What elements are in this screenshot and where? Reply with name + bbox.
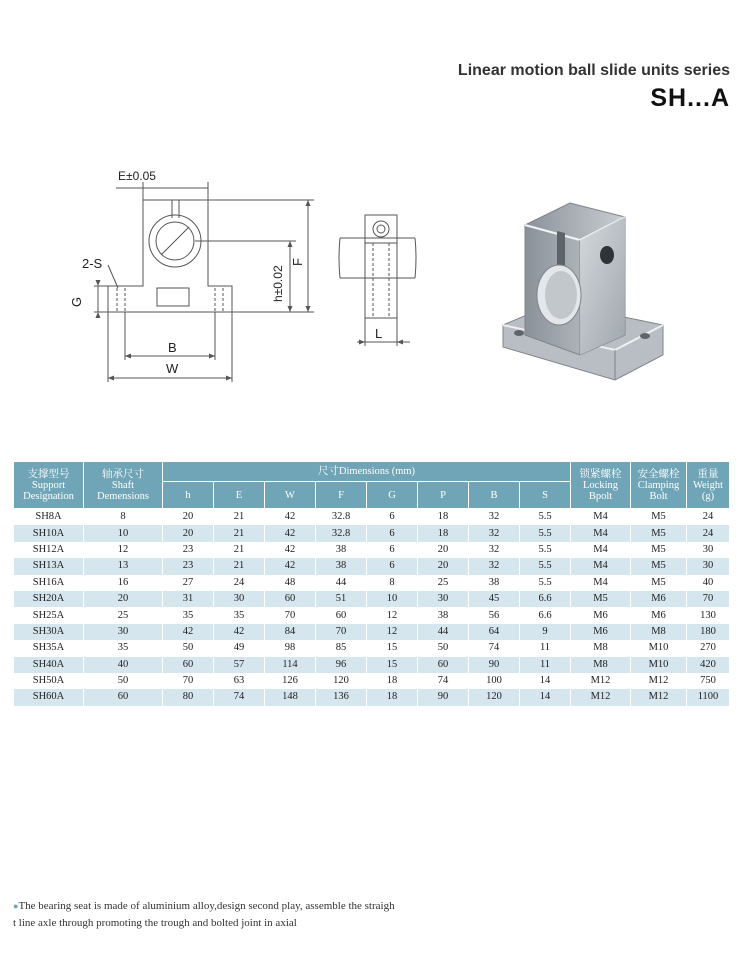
- table-cell: 50: [163, 640, 214, 656]
- table-cell: 5.5: [520, 558, 571, 574]
- table-cell: 30: [214, 591, 265, 607]
- table-cell: 12: [84, 542, 163, 558]
- table-cell: 50: [418, 640, 469, 656]
- col-header-w: W: [265, 482, 316, 509]
- table-cell: 6: [367, 525, 418, 541]
- table-cell: 114: [265, 657, 316, 673]
- table-cell: 13: [84, 558, 163, 574]
- table-cell: M12: [571, 689, 631, 705]
- table-cell: 18: [418, 525, 469, 541]
- front-view-drawing: [60, 160, 330, 390]
- table-cell: M5: [631, 542, 687, 558]
- table-cell: 32: [469, 525, 520, 541]
- table-row: [14, 657, 730, 673]
- table-cell: 48: [265, 575, 316, 591]
- table-row: [14, 624, 730, 640]
- table-cell: 25: [418, 575, 469, 591]
- table-cell: 98: [265, 640, 316, 656]
- table-cell: 35: [214, 607, 265, 623]
- model-title: SH...A: [650, 84, 730, 112]
- col-header-dimensions: 尺寸Dimensions (mm): [163, 462, 571, 482]
- table-cell: 750: [687, 673, 730, 689]
- table-cell: 21: [214, 558, 265, 574]
- table-cell: 25: [84, 607, 163, 623]
- table-cell: 44: [418, 624, 469, 640]
- table-cell: 44: [316, 575, 367, 591]
- table-cell: M12: [571, 673, 631, 689]
- table-cell: 32: [469, 542, 520, 558]
- table-cell: 96: [316, 657, 367, 673]
- table-cell: 12: [367, 624, 418, 640]
- col-header-locking-bolt: 锁紧螺栓 Locking Bpolt: [571, 462, 631, 509]
- table-cell: 60: [265, 591, 316, 607]
- label-2s: 2-S: [82, 256, 103, 271]
- col-header-weight: 重量 Weight (g): [687, 462, 730, 509]
- table-row: [14, 509, 730, 526]
- table-cell: 6: [367, 509, 418, 526]
- table-cell: 70: [687, 591, 730, 607]
- col-header-clamping-bolt: 安全螺栓 Clamping Bolt: [631, 462, 687, 509]
- col-header-p: P: [418, 482, 469, 509]
- table-cell: 32.8: [316, 525, 367, 541]
- table-cell: 51: [316, 591, 367, 607]
- col-header-f: F: [316, 482, 367, 509]
- col-header-b: B: [469, 482, 520, 509]
- label-b: B: [168, 340, 177, 355]
- table-cell: 38: [469, 575, 520, 591]
- table-cell: 6.6: [520, 591, 571, 607]
- table-cell: 126: [265, 673, 316, 689]
- table-cell: 63: [214, 673, 265, 689]
- table-cell: 74: [214, 689, 265, 705]
- table-cell: 40: [687, 575, 730, 591]
- table-cell: SH16A: [14, 575, 84, 591]
- table-cell: 42: [265, 558, 316, 574]
- product-3d-illustration: [495, 195, 675, 395]
- table-cell: 10: [84, 525, 163, 541]
- table-cell: 5.5: [520, 542, 571, 558]
- table-cell: 70: [316, 624, 367, 640]
- note-line-2: t line axle through promoting the trough and bolted joint in axial: [13, 917, 297, 929]
- table-cell: 180: [687, 624, 730, 640]
- table-cell: 35: [84, 640, 163, 656]
- table-cell: M4: [571, 542, 631, 558]
- table-cell: M5: [631, 575, 687, 591]
- table-cell: 70: [265, 607, 316, 623]
- table-cell: 60: [163, 657, 214, 673]
- label-w: W: [166, 361, 179, 376]
- table-cell: 49: [214, 640, 265, 656]
- side-view-drawing: [335, 210, 435, 350]
- table-cell: 5.5: [520, 509, 571, 526]
- table-cell: 90: [418, 689, 469, 705]
- table-cell: M5: [571, 591, 631, 607]
- table-cell: M12: [631, 673, 687, 689]
- table-cell: 60: [316, 607, 367, 623]
- table-cell: 85: [316, 640, 367, 656]
- table-cell: 74: [469, 640, 520, 656]
- table-cell: 270: [687, 640, 730, 656]
- table-cell: SH35A: [14, 640, 84, 656]
- table-cell: 20: [418, 558, 469, 574]
- table-cell: 64: [469, 624, 520, 640]
- table-cell: 8: [367, 575, 418, 591]
- table-cell: 20: [84, 591, 163, 607]
- table-cell: 8: [84, 509, 163, 526]
- table-cell: 42: [265, 525, 316, 541]
- table-cell: 100: [469, 673, 520, 689]
- table-cell: M8: [631, 624, 687, 640]
- table-cell: 32: [469, 558, 520, 574]
- table-cell: 40: [84, 657, 163, 673]
- table-cell: M4: [571, 525, 631, 541]
- table-cell: 6: [367, 558, 418, 574]
- table-cell: 38: [316, 558, 367, 574]
- table-cell: 32.8: [316, 509, 367, 526]
- table-cell: 84: [265, 624, 316, 640]
- col-header-e: E: [214, 482, 265, 509]
- table-cell: M4: [571, 558, 631, 574]
- table-cell: 18: [367, 673, 418, 689]
- table-cell: 20: [418, 542, 469, 558]
- table-cell: 16: [84, 575, 163, 591]
- table-cell: M6: [571, 624, 631, 640]
- table-cell: 21: [214, 525, 265, 541]
- table-cell: 18: [418, 509, 469, 526]
- table-row: [14, 607, 730, 623]
- table-cell: 24: [214, 575, 265, 591]
- table-cell: 80: [163, 689, 214, 705]
- table-cell: 5.5: [520, 575, 571, 591]
- table-cell: 15: [367, 657, 418, 673]
- table-cell: M6: [631, 591, 687, 607]
- table-cell: 30: [84, 624, 163, 640]
- table-row: [14, 673, 730, 689]
- table-cell: 14: [520, 673, 571, 689]
- label-f: F: [290, 258, 305, 266]
- table-cell: 60: [418, 657, 469, 673]
- label-g: G: [69, 296, 84, 307]
- table-cell: SH20A: [14, 591, 84, 607]
- col-header-designation: 支撑型号 Support Designation: [14, 462, 84, 509]
- table-cell: 31: [163, 591, 214, 607]
- table-cell: M10: [631, 640, 687, 656]
- table-cell: M6: [631, 607, 687, 623]
- table-cell: 1100: [687, 689, 730, 705]
- table-cell: 11: [520, 657, 571, 673]
- table-cell: 23: [163, 558, 214, 574]
- table-row: [14, 689, 730, 705]
- table-cell: 6: [367, 542, 418, 558]
- table-cell: 6.6: [520, 607, 571, 623]
- table-cell: 21: [214, 542, 265, 558]
- table-cell: 120: [469, 689, 520, 705]
- table-cell: 35: [163, 607, 214, 623]
- table-cell: 30: [687, 558, 730, 574]
- table-row: [14, 591, 730, 607]
- label-e: E±0.05: [118, 169, 156, 183]
- note-line-1: The bearing seat is made of aluminium alloy,design second play, assemble the straigh: [18, 900, 395, 912]
- label-h: h±0.02: [271, 265, 285, 302]
- table-cell: M6: [571, 607, 631, 623]
- table-row: [14, 558, 730, 574]
- product-note: [13, 898, 453, 932]
- table-cell: 23: [163, 542, 214, 558]
- table-cell: M5: [631, 558, 687, 574]
- table-cell: 27: [163, 575, 214, 591]
- table-cell: 42: [163, 624, 214, 640]
- table-cell: M8: [571, 657, 631, 673]
- table-cell: 32: [469, 509, 520, 526]
- table-cell: M10: [631, 657, 687, 673]
- table-cell: M12: [631, 689, 687, 705]
- table-cell: M8: [571, 640, 631, 656]
- table-cell: M4: [571, 575, 631, 591]
- table-cell: SH40A: [14, 657, 84, 673]
- table-cell: 130: [687, 607, 730, 623]
- table-cell: 57: [214, 657, 265, 673]
- table-cell: M4: [571, 509, 631, 526]
- table-cell: 10: [367, 591, 418, 607]
- table-cell: 56: [469, 607, 520, 623]
- table-cell: SH60A: [14, 689, 84, 705]
- table-cell: 18: [367, 689, 418, 705]
- table-row: [14, 640, 730, 656]
- table-cell: 50: [84, 673, 163, 689]
- table-cell: 148: [265, 689, 316, 705]
- series-title: Linear motion ball slide units series: [457, 62, 730, 79]
- table-cell: 42: [214, 624, 265, 640]
- col-header-s: S: [520, 482, 571, 509]
- table-cell: 12: [367, 607, 418, 623]
- table-cell: 30: [418, 591, 469, 607]
- table-cell: 38: [316, 542, 367, 558]
- table-cell: 11: [520, 640, 571, 656]
- table-cell: 24: [687, 509, 730, 526]
- col-header-shaft: 轴承尺寸 Shaft Demensions: [84, 462, 163, 509]
- table-cell: M5: [631, 525, 687, 541]
- table-row: [14, 525, 730, 541]
- table-cell: 120: [316, 673, 367, 689]
- table-cell: 21: [214, 509, 265, 526]
- table-cell: SH25A: [14, 607, 84, 623]
- table-cell: 136: [316, 689, 367, 705]
- table-cell: 24: [687, 525, 730, 541]
- table-cell: 5.5: [520, 525, 571, 541]
- table-cell: 42: [265, 509, 316, 526]
- table-cell: 38: [418, 607, 469, 623]
- table-cell: 70: [163, 673, 214, 689]
- bullet-icon: ●: [13, 901, 19, 911]
- table-cell: 90: [469, 657, 520, 673]
- table-cell: SH8A: [14, 509, 84, 526]
- table-cell: SH12A: [14, 542, 84, 558]
- table-cell: SH13A: [14, 558, 84, 574]
- table-cell: SH30A: [14, 624, 84, 640]
- specification-table: [13, 461, 730, 706]
- table-cell: 45: [469, 591, 520, 607]
- table-cell: 20: [163, 509, 214, 526]
- col-header-g: G: [367, 482, 418, 509]
- label-l: L: [375, 326, 383, 341]
- table-cell: 20: [163, 525, 214, 541]
- table-cell: 14: [520, 689, 571, 705]
- table-row: [14, 575, 730, 591]
- table-cell: 74: [418, 673, 469, 689]
- table-cell: SH50A: [14, 673, 84, 689]
- col-header-h: h: [163, 482, 214, 509]
- table-cell: 42: [265, 542, 316, 558]
- table-cell: 9: [520, 624, 571, 640]
- table-row: [14, 542, 730, 558]
- table-cell: 60: [84, 689, 163, 705]
- table-cell: SH10A: [14, 525, 84, 541]
- table-cell: M5: [631, 509, 687, 526]
- table-cell: 30: [687, 542, 730, 558]
- table-cell: 15: [367, 640, 418, 656]
- table-cell: 420: [687, 657, 730, 673]
